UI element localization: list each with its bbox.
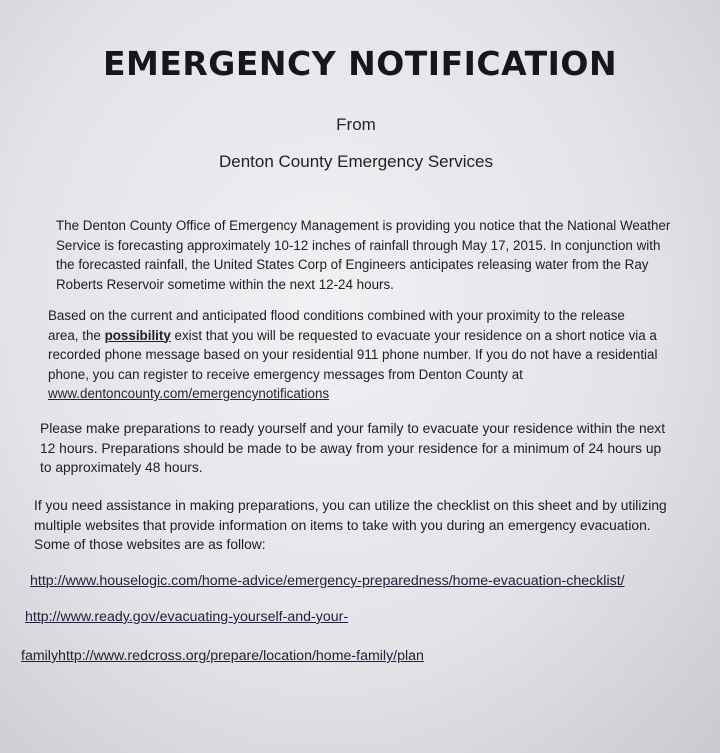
notice-title: EMERGENCY NOTIFICATION <box>102 44 618 83</box>
from-label: From <box>336 115 376 134</box>
paragraph-line: Service is forecasting approximately 10-12 inches of rainfall through May 17, 2015. In conjunction with <box>56 237 661 253</box>
paragraph-line: multiple websites that provide information on items to take with you during an emergency evacuation. <box>34 517 651 533</box>
notifications-link[interactable]: www.dentoncounty.com/emergencynotifications <box>48 386 330 401</box>
paragraph-line: The Denton County Office of Emergency Management is providing you notice that the National Weather <box>56 218 671 233</box>
paragraph-line <box>48 326 670 346</box>
paragraph-line: Based on the current and anticipated flood conditions combined with your proximity to the release <box>48 308 625 323</box>
paragraph-line: phone, you can register to receive emergency messages from Denton County at <box>48 366 523 382</box>
paragraph-line: Roberts Reservoir sometime within the next 12-24 hours. <box>56 276 394 292</box>
paragraph-line: the forecasted rainfall, the United States Corp of Engineers anticipates releasing water from the Ray <box>56 257 649 272</box>
paragraph-line: Please make preparations to ready yourself and your family to evacuate your residence within the next <box>40 421 666 436</box>
paragraph-line: to approximately 48 hours. <box>40 460 203 475</box>
paragraph-line: 12 hours. Preparations should be made to be away from your residence for a minimum of 24 hours up <box>40 440 662 456</box>
paragraph-line: recorded phone message based on your residential 911 phone number. If you do not have a residential <box>48 347 658 362</box>
redcross-link[interactable]: familyhttp://www.redcross.org/prepare/location/home-family/plan <box>21 648 424 664</box>
text-segment: area, the <box>48 327 105 343</box>
emphasis-possibility: possibility <box>104 327 171 343</box>
text-segment: exist that you will be requested to evacuate your residence on a short notice via a <box>170 327 657 343</box>
houselogic-link[interactable]: http://www.houselogic.com/home-advice/emergency-preparedness/home-evacuation-checklist/ <box>30 573 625 589</box>
paragraph-preparations <box>40 419 670 478</box>
paragraph-weather-notice <box>56 216 671 294</box>
paragraph-line: If you need assistance in making preparations, you can utilize the checklist on this sheet and by utilizing <box>34 498 667 513</box>
ready-gov-link[interactable]: http://www.ready.gov/evacuating-yourself-and-your- <box>25 609 349 625</box>
paragraph-line: Some of those websites are as follow: <box>34 537 266 552</box>
paragraph-assistance <box>34 496 674 555</box>
paragraph-evacuation-possibility <box>48 306 670 404</box>
organization-name: Denton County Emergency Services <box>218 152 494 171</box>
